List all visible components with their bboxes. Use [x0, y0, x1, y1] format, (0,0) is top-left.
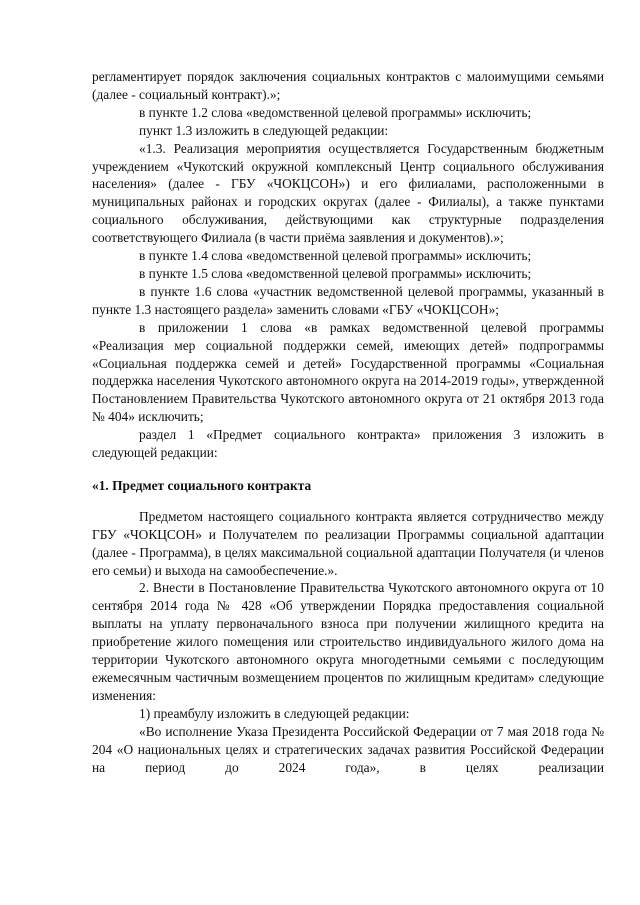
paragraph: 1) преамбулу изложить в следующей редакции:: [139, 705, 410, 721]
section-heading: «1. Предмет социального контракта: [92, 477, 312, 493]
paragraph: регламентирует порядок заключения социальных контрактов с малоимущими семьями (далее - социальный контракт).»;: [92, 69, 604, 102]
paragraph: в пункте 1.5 слова «ведомственной целевой программы» исключить;: [139, 265, 532, 281]
paragraph: в пункте 1.4 слова «ведомственной целевой программы» исключить;: [139, 248, 532, 264]
paragraph-continued: «Во исполнение Указа Президента Российской Федерации от 7 мая 2018 года № 204 «О национальных целях и стратегических задачах развития Российской Федерации на период до 2024 года», в целях реализации: [92, 723, 604, 775]
paragraph: 2. Внести в Постановление Правительства Чукотского автономного округа от 10 сентября 2014 года № 428 «Об утверждении Порядка предоставления социальной выплаты на уплату первоначального взноса при получении жилищного кредита на приобретение жилого помещения или строительство индивидуального жилого дома на территории Чукотского автономного округа многодетными семьями с последующим ежемесячным частичным возмещением процентов по жилищным кредитам» следующие изменения:: [92, 580, 604, 703]
paragraph: пункт 1.3 изложить в следующей редакции:: [139, 122, 389, 138]
paragraph: в пункте 1.6 слова «участник ведомственной целевой программы, указанный в пункте 1.3 настоящего раздела» заменить словами «ГБУ «ЧОКЦСОН»;: [92, 283, 604, 317]
paragraph: в приложении 1 слова «в рамках ведомственной целевой программы «Реализация мер социальной поддержки семей, имеющих детей» подпрограммы «Социальная поддержка семей и детей» Государственной программы «Социальная поддержка населения Чукотского автономного округа на 2014-2019 годы», утвержденной Постановлением Правительства Чукотского автономного округа от 21 октября 2013 года № 404» исключить;: [92, 319, 604, 425]
document-page: [92, 68, 604, 776]
paragraph: в пункте 1.2 слова «ведомственной целевой программы» исключить;: [139, 104, 532, 120]
paragraph: «1.3. Реализация мероприятия осуществляется Государственным бюджетным учреждением «Чукотский окружной комплексный Центр социального обслуживания населения» (далее - ГБУ «ЧОКЦСОН») и его филиалами, расположенными в муниципальных районах и городских округах (далее - Филиалы), а также пунктами социального обслуживания, действующими как структурные подразделения соответствующего Филиала (в части приёма заявления и документов).»;: [92, 140, 604, 246]
paragraph: Предметом настоящего социального контракта является сотрудничество между ГБУ «ЧОКЦСОН» и Получателем по реализации Программы социальной адаптации (далее - Программа), в целях максимальной социальной адаптации Получателя (и членов его семьи) и выхода на самообеспечение.».: [92, 508, 604, 578]
paragraph: раздел 1 «Предмет социального контракта» приложения 3 изложить в следующей редакции:: [92, 427, 604, 461]
